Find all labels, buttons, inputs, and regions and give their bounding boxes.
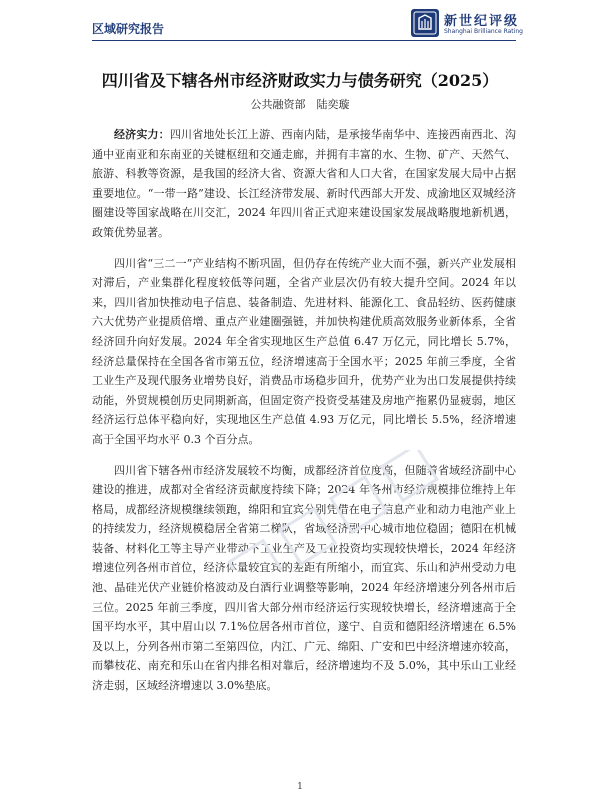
document-body [92,125,516,707]
paragraph-text: 四川省地处长江上游、西南内陆，是承接华南华中、连接西南西北、沟通中亚南亚和东南亚的关键枢纽和交通走廊，并拥有丰富的水、生物、矿产、天然气、旅游、科教等资源，是我国的经济大省、资源大省和人口大省，在国家发展大局中占据重要地位。“一带一路”建设、长江经济带发展、新时代西部大开发、成渝地区双城经济圈建设等国家战略在川交汇，2024 年四川省正式迎来建设国家发展战略腹地新机遇，政策优势显著。 [92,128,516,239]
document-title: 四川省及下辖各州市经济财政实力与债务研究（2025） [101,71,499,90]
logo-name: 新世纪评级 [444,14,520,29]
logo-emblem-icon [410,8,440,38]
paragraph-economic-strength [92,125,516,243]
page-number: 1 [297,782,303,792]
document-authors: 公共融资部 陆奕璇 [250,98,350,111]
section-title: 区域研究报告 [92,22,165,36]
company-logo [410,8,550,40]
paragraph-lead: 经济实力： [114,128,170,141]
logo-english-name: Shanghai Brilliance Rating [444,28,523,35]
paragraph-regional-development: 四川省下辖各州市经济发展较不均衡，成都经济首位度高，但随着省域经济副中心建设的推进，成都对全省经济贡献度持续下降；2024 年各州市经济规模排位维持上年格局，成都经济规模继续领跑，绵阳和宜宾分别凭借在电子信息产业和动力电池产业上的持续发力，经济规模稳居全省第二梯队，省域经济副中心城市地位稳固；德阳在机械装备、材料化工等主导产业带动下工业生产及工业投资均实现较快增长，2024 年经济增速位列各州市首位，经济体量较宜宾的差距有所缩小，而宜宾、乐山和泸州受动力电池、晶硅光伏产业链价格波动及白酒行业调整等影响，2024 年经济增速分列各州市后三位。2025 年前三季度，四川省大部分州市经济运行实现较快增长，经济增速高于全国平均水平，其中眉山以 7.1%位居各州市首位，遂宁、自贡和德阳经济增速在 6.5%及以上，分列各州市第二至第四位，内江、广元、绵阳、广安和巴中经济增速亦较高，而攀枝花、南充和乐山在省内排名相对靠后，经济增速均不及 5.0%，其中乐山工业经济走弱，区域经济增速以 3.0%垫底。 [92,463,516,693]
header-divider [92,40,516,41]
report-header [0,0,600,46]
paragraph-industry-structure: 四川省“三二一”产业结构不断巩固，但仍存在传统产业大而不强，新兴产业发展相对滞后，产业集群化程度较低等问题，全省产业层次仍有较大提升空间。2024 年以来，四川省加快推动电子信息、装备制造、先进材料、能源化工、食品轻纺、医药健康六大优势产业提质倍增、重点产业建圈强链，并加快构建优质高效服务业新体系，全省经济回升向好发展。2024 年全省实现地区生产总值 6.47 万亿元，同比增长 5.7%，经济总量保持在全国各省市第五位，经济增速高于全国水平；2025 年前三季度，全省工业生产及现代服务业增势良好，消费品市场稳步回升，优势产业为出口发展提供持续动能，外贸规模创历史同期新高，但固定资产投资受基建及房地产拖累仍显疲弱，地区经济运行总体平稳向好，实现地区生产总值 4.93 万亿元，同比增长 5.5%，经济增速高于全国平均水平 0.3 个百分点。 [92,256,516,446]
